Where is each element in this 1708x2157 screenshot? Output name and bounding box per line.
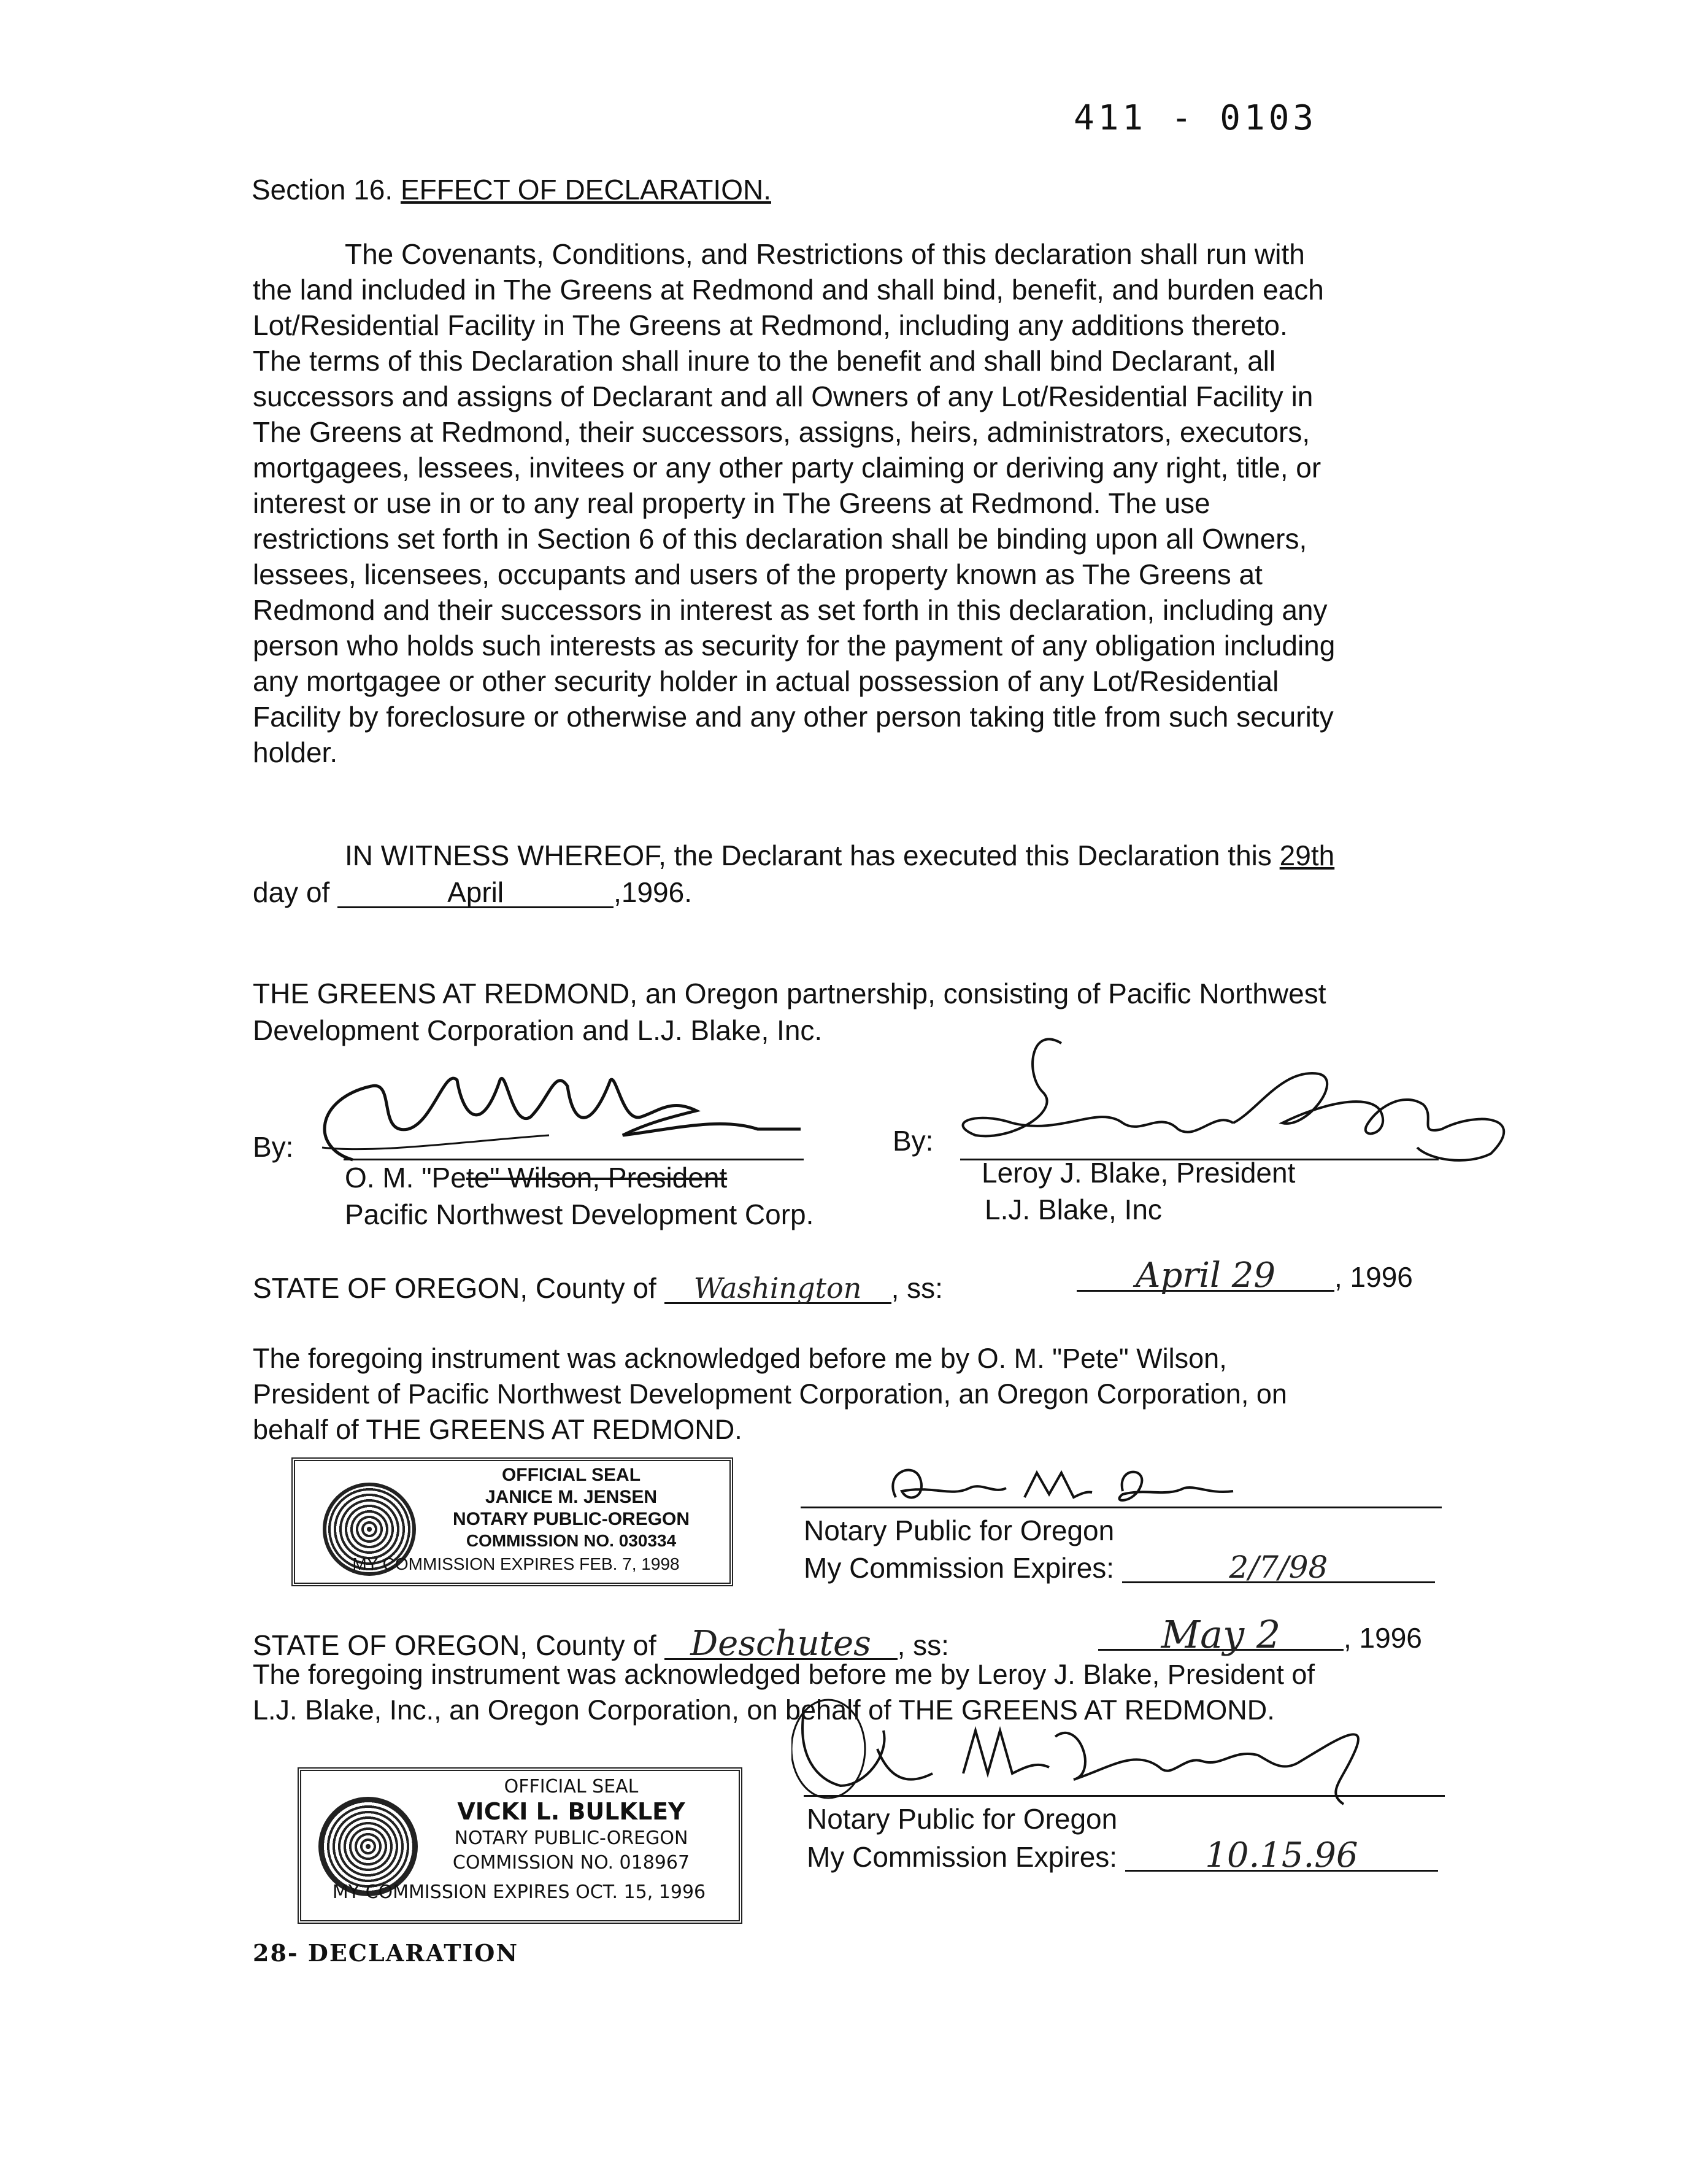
notary2-expires-label: My Commission Expires: bbox=[807, 1841, 1118, 1873]
signature-jensen bbox=[877, 1461, 1245, 1510]
body-line: interest or use in or to any real property in The Greens at Redmond. The use bbox=[253, 487, 1210, 519]
body-line: Lot/Residential Facility in The Greens at Redmond, including any additions thereto. bbox=[253, 309, 1288, 341]
signature-bulkley bbox=[791, 1694, 1393, 1810]
signature-wilson bbox=[304, 1043, 813, 1172]
body-line: The Covenants, Conditions, and Restrictions of this declaration shall run with bbox=[345, 238, 1305, 270]
ack1-text-line: The foregoing instrument was acknowledged before me by O. M. "Pete" Wilson, bbox=[253, 1343, 1227, 1374]
ack1-state-label: STATE OF OREGON, County of bbox=[253, 1272, 656, 1304]
ack1-text-line: behalf of THE GREENS AT REDMOND. bbox=[253, 1414, 742, 1445]
seal1-line: MY COMMISSION EXPIRES FEB. 7, 1998 bbox=[352, 1554, 680, 1573]
body-line: The Greens at Redmond, their successors, assigns, heirs, administrators, executors, bbox=[253, 416, 1310, 448]
ack2-date: May 2 bbox=[1098, 1617, 1344, 1651]
party-line-1: THE GREENS AT REDMOND, an Oregon partnership, consisting of Pacific Northwest bbox=[253, 978, 1326, 1009]
notary2-expires-date: 10.15.96 bbox=[1125, 1838, 1438, 1872]
ack1-text bbox=[253, 1341, 1287, 1448]
notary2-signature-line bbox=[804, 1795, 1445, 1797]
seal2-line: NOTARY PUBLIC-OREGON bbox=[454, 1827, 688, 1849]
body-line: The terms of this Declaration shall inure to the benefit and shall bind Declarant, all bbox=[253, 345, 1276, 377]
witness-line bbox=[345, 838, 1334, 873]
body-line: restrictions set forth in Section 6 of this declaration shall be binding upon all Owners, bbox=[253, 523, 1307, 555]
body-line: successors and assigns of Declarant and all Owners of any Lot/Residential Facility in bbox=[253, 380, 1314, 412]
body-line: Redmond and their successors in interest as set forth in this declaration, including any bbox=[253, 594, 1328, 626]
body-line: any mortgagee or other security holder in actual possession of any Lot/Residential bbox=[253, 665, 1279, 697]
signatory-left-name-prefix: O. M. "Pe bbox=[345, 1162, 466, 1194]
ack1-date: April 29 bbox=[1077, 1258, 1334, 1292]
section-title: EFFECT OF DECLARATION. bbox=[400, 174, 771, 206]
seal2-line: MY COMMISSION EXPIRES OCT. 15, 1996 bbox=[332, 1881, 706, 1903]
body-line: lessees, licensees, occupants and users of the property known as The Greens at bbox=[253, 558, 1263, 590]
ack1-ss: , ss: bbox=[891, 1272, 943, 1304]
ack1-year: , 1996 bbox=[1334, 1261, 1413, 1293]
ack2-text-line: The foregoing instrument was acknowledged before me by Leroy J. Blake, President of bbox=[253, 1659, 1315, 1690]
seal1-line: COMMISSION NO. 030334 bbox=[466, 1531, 677, 1550]
seal2-line: OFFICIAL SEAL bbox=[504, 1776, 639, 1797]
body-line: the land included in The Greens at Redmond and shall bind, benefit, and burden each bbox=[253, 274, 1324, 306]
seal1-line: OFFICIAL SEAL bbox=[501, 1465, 641, 1485]
notary1-expires-label: My Commission Expires: bbox=[804, 1552, 1115, 1584]
ack2-date-line bbox=[1098, 1612, 1422, 1657]
witness-day: 29th bbox=[1279, 839, 1335, 871]
seal1-line: JANICE M. JENSEN bbox=[485, 1487, 658, 1507]
seal1-line: NOTARY PUBLIC-OREGON bbox=[452, 1509, 690, 1529]
ack2-text-line: L.J. Blake, Inc., an Oregon Corporation, on behalf of THE GREENS AT REDMOND. bbox=[253, 1694, 1275, 1726]
ack2-county: Deschutes bbox=[664, 1626, 898, 1660]
notary-seal-bulkley bbox=[298, 1767, 742, 1924]
ack1-county: Washington bbox=[664, 1270, 891, 1304]
body-line: person who holds such interests as security for the payment of any obligation including bbox=[253, 630, 1336, 662]
ack1-date-line bbox=[1077, 1258, 1413, 1295]
notary1-expires-line bbox=[804, 1549, 1435, 1586]
notary2-label: Notary Public for Oregon bbox=[807, 1803, 1118, 1835]
page-footer: 28- DECLARATION bbox=[253, 1939, 519, 1967]
notary-seal-jensen bbox=[291, 1457, 733, 1586]
body-line: Facility by foreclosure or otherwise and any other person taking title from such security bbox=[253, 701, 1334, 733]
ack2-year: , 1996 bbox=[1344, 1622, 1422, 1654]
witness-text: IN WITNESS WHEREOF, the Declarant has executed this Declaration this bbox=[345, 839, 1272, 871]
section-label: Section 16. bbox=[252, 174, 393, 206]
notary1-signature-line bbox=[801, 1507, 1442, 1508]
document-number: 411 - 0103 bbox=[1074, 98, 1318, 138]
day-of-label: day of bbox=[253, 876, 330, 908]
by-label-left: By: bbox=[253, 1131, 294, 1163]
signatory-right-company: L.J. Blake, Inc bbox=[985, 1194, 1162, 1225]
party-line-2: Development Corporation and L.J. Blake, Inc. bbox=[253, 1014, 823, 1046]
signatory-left-company: Pacific Northwest Development Corp. bbox=[345, 1198, 814, 1230]
seal2-line: COMMISSION NO. 018967 bbox=[452, 1852, 690, 1873]
notary2-expires-line bbox=[807, 1835, 1438, 1875]
by-label-right: By: bbox=[893, 1125, 934, 1157]
ack1-text-line: President of Pacific Northwest Development Corporation, an Oregon Corporation, on bbox=[253, 1378, 1287, 1410]
body-paragraph bbox=[253, 236, 1437, 770]
witness-date-line bbox=[253, 874, 692, 910]
section-heading bbox=[252, 172, 771, 207]
witness-year: ,1996. bbox=[614, 876, 692, 908]
body-line: holder. bbox=[253, 736, 338, 768]
signatory-left-name bbox=[345, 1160, 727, 1195]
ack2-ss: , ss: bbox=[897, 1629, 949, 1661]
signatory-right-name: Leroy J. Blake, President bbox=[982, 1157, 1296, 1189]
seal2-line: VICKI L. BULKLEY bbox=[457, 1798, 685, 1825]
notary1-label: Notary Public for Oregon bbox=[804, 1515, 1115, 1546]
witness-month: April bbox=[337, 874, 614, 908]
body-line: mortgagees, lessees, invitees or any other party claiming or deriving any right, title, or bbox=[253, 452, 1321, 484]
ack1-state-line bbox=[253, 1270, 943, 1306]
ack2-state-label: STATE OF OREGON, County of bbox=[253, 1629, 656, 1661]
signatory-left-name-struck: te" Wilson, President bbox=[466, 1162, 728, 1194]
notary1-expires-date: 2/7/98 bbox=[1122, 1549, 1435, 1583]
